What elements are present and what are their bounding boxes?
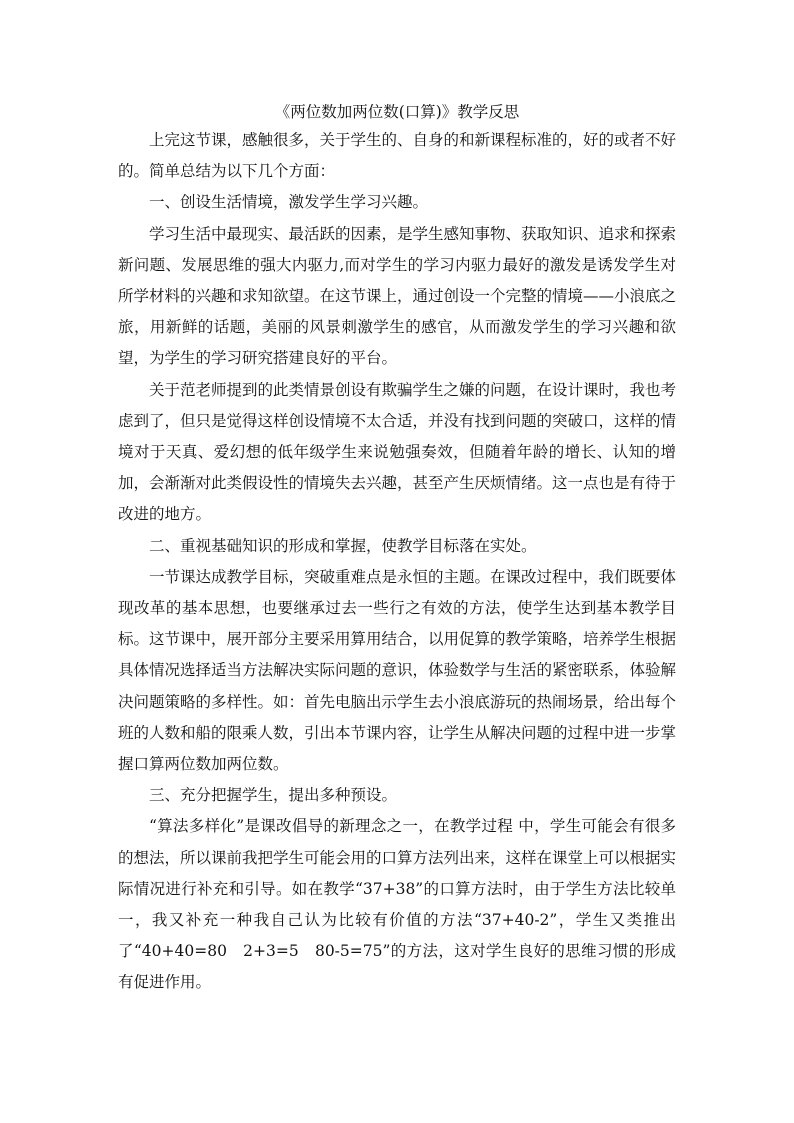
section-2-paragraph: 一节课达成教学目标，突破重难点是永恒的主题。在课改过程中，我们既要体现改革的基本思想，也要继承过去一些行之有效的方法，使学生达到基本教学目标。这节课中，展开部分主要采用算用结合，以用促算的教学策略，培养学生根据具体情况选择适当方法解决实际问题的意识，体验数学与生活的紧密联系，体验解决问题策略的多样性。如：首先电脑出示学生去小浪底游玩的热闹场景，给出每个班的人数和船的限乘人数，引出本节课内容，让学生从解决问题的过程中进一步掌握口算两位数加两位数。	[118, 567, 677, 774]
section-1-paragraph-2: 关于范老师提到的此类情景创设有欺骗学生之嫌的问题，在设计课时，我也考虑到了，但只是觉得这样创设情境不太合适，并没有找到问题的突破口，这样的情境对于天真、爱幻想的低年级学生来说勉强奏效，但随着年龄的增长、认知的增加，会渐渐对此类假设性的情境失去兴趣，甚至产生厌烦情绪。这一点也是有待于改进的地方。	[118, 380, 677, 524]
document-title: 《两位数加两位数(口算)》教学反思	[274, 103, 520, 121]
section-heading-1: 一、创设生活情境，激发学生学习兴趣。	[149, 193, 429, 212]
document-body	[118, 100, 676, 999]
section-3-paragraph: “算法多样化”是课改倡导的新理念之一，在教学过程 中，学生可能会有很多的想法，所以课前我把学生可能会用的口算方法列出来，这样在课堂上可以根据实际情况进行补充和引导。如在教学“37+38”的口算方法时，由于学生方法比较单一，我又补充一种我自己认为比较有价值的方法“37+40-2”，学生又类推出了“40+40=80 2+3=5 80-5=75”的方法，这对学生良好的思维习惯的形成有促进作用。	[118, 817, 677, 992]
section-1-paragraph-1: 学习生活中最现实、最活跃的因素，是学生感知事物、获取知识、追求和探索新问题、发展思维的强大内驱力,而对学生的学习内驱力最好的激发是诱发学生对所学材料的兴趣和求知欲望。在这节课上，通过创设一个完整的情境——小浪底之旅，用新鲜的话题，美丽的风景刺激学生的感官，从而激发学生的学习兴趣和欲望，为学生的学习研究搭建良好的平台。	[118, 224, 677, 368]
intro-paragraph: 上完这节课，感触很多，关于学生的、自身的和新课程标准的，好的或者不好的。简单总结为以下几个方面：	[118, 131, 677, 181]
section-heading-2: 二、重视基础知识的形成和掌握，使教学目标落在实处。	[149, 536, 537, 555]
section-heading-3: 三、充分把握学生，提出多种预设。	[149, 786, 398, 805]
